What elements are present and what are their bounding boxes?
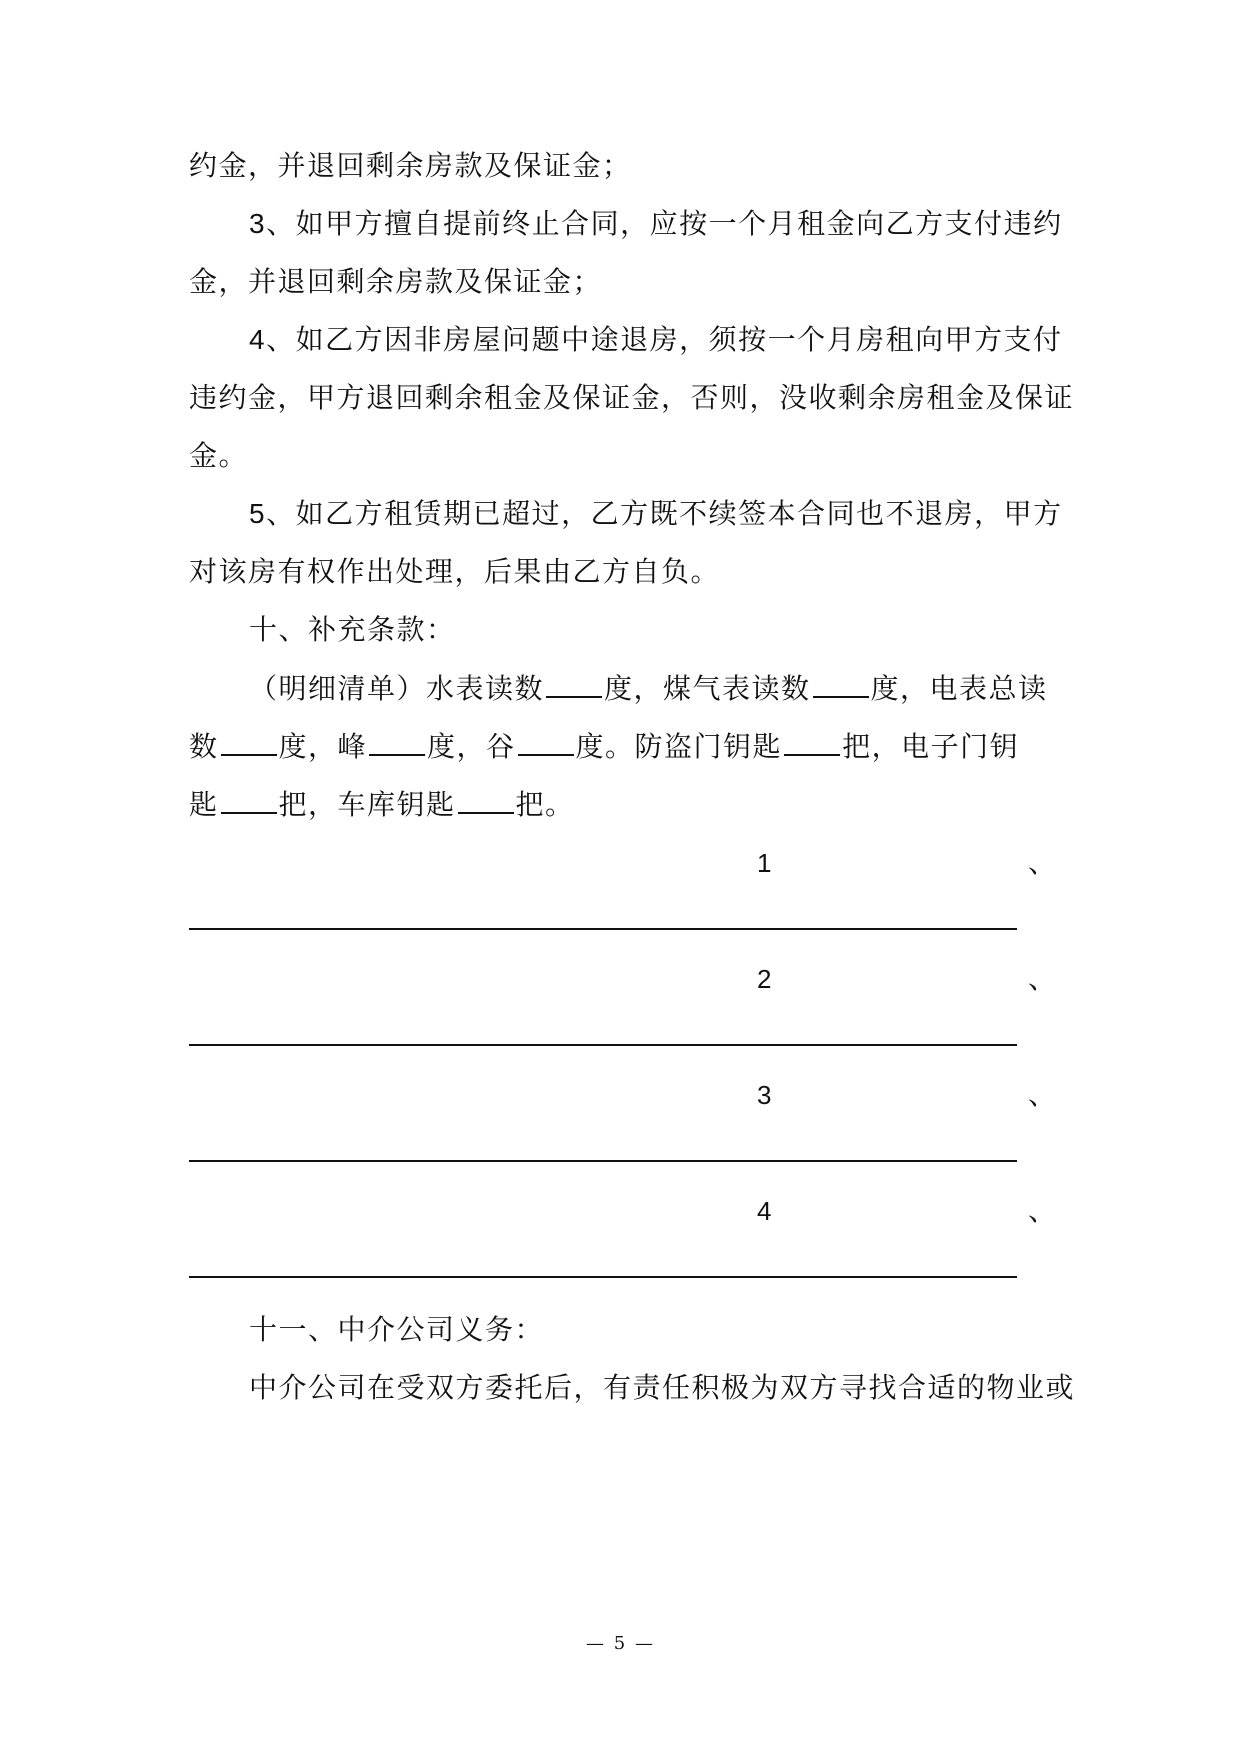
detail-list-line-2 bbox=[189, 728, 1059, 765]
item-number: 4 bbox=[757, 1196, 772, 1226]
text: 匙 bbox=[189, 788, 219, 821]
clause-4-line-1 bbox=[249, 322, 1119, 358]
clause-number: 5 bbox=[249, 498, 267, 529]
item-number: 2 bbox=[757, 964, 772, 994]
text: 度，峰 bbox=[278, 730, 368, 763]
item-separator: 、 bbox=[1028, 846, 1057, 879]
text: 、如乙方因非房屋问题中途退房，须按一个月房租向甲方支付 bbox=[266, 323, 1063, 356]
text: 金，并退回剩余房款及保证金； bbox=[189, 265, 603, 298]
text: 把。 bbox=[515, 788, 575, 821]
text: 度，谷 bbox=[427, 730, 516, 763]
text: 金。 bbox=[189, 439, 249, 472]
paragraph-line bbox=[189, 148, 1059, 184]
text: 数 bbox=[189, 730, 219, 763]
clause-3-line-1 bbox=[249, 206, 1119, 242]
clause-5-line-1 bbox=[249, 496, 1119, 532]
text: 把，电子门钥 bbox=[842, 730, 1020, 763]
page-number: — 5 — bbox=[586, 1633, 655, 1654]
fill-in-blank[interactable] bbox=[458, 786, 514, 814]
text: 中介公司在受双方委托后，有责任积极为双方寻找合适的物业或 bbox=[249, 1371, 1076, 1404]
item-separator: 、 bbox=[1028, 1194, 1057, 1227]
section-heading-11 bbox=[249, 1312, 1119, 1348]
fill-in-blank[interactable] bbox=[784, 728, 840, 756]
text: 把，车库钥匙 bbox=[278, 788, 456, 821]
fill-in-blank[interactable] bbox=[518, 728, 574, 756]
fill-in-blank[interactable] bbox=[221, 728, 277, 756]
clause-3-line-2 bbox=[189, 264, 1059, 300]
clause-4-line-3 bbox=[189, 438, 1059, 474]
item-fill-line[interactable] bbox=[189, 1160, 1017, 1162]
text: 约金，并退回剩余房款及保证金； bbox=[189, 149, 632, 182]
item-fill-line[interactable] bbox=[189, 928, 1017, 930]
text: （明细清单）水表读数 bbox=[249, 672, 545, 705]
detail-list-line-1 bbox=[249, 670, 1119, 707]
detail-list-line-3 bbox=[189, 786, 1059, 823]
section-heading-10 bbox=[249, 612, 1119, 648]
fill-in-blank[interactable] bbox=[369, 728, 425, 756]
item-number: 3 bbox=[757, 1080, 772, 1110]
text: 度。防盗门钥匙 bbox=[575, 730, 783, 763]
fill-in-blank[interactable] bbox=[221, 786, 277, 814]
item-fill-line[interactable] bbox=[189, 1044, 1017, 1046]
clause-4-line-2 bbox=[189, 380, 1075, 416]
fill-in-blank[interactable] bbox=[813, 670, 869, 698]
text: 十、补充条款： bbox=[249, 613, 456, 646]
clause-5-line-2 bbox=[189, 554, 1059, 590]
text: 度，煤气表读数 bbox=[604, 672, 811, 705]
item-fill-line[interactable] bbox=[189, 1276, 1017, 1278]
text: 十一、中介公司义务： bbox=[249, 1313, 545, 1346]
text: 对该房有权作出处理，后果由乙方自负。 bbox=[189, 555, 721, 588]
clause-number: 3 bbox=[249, 208, 267, 239]
text: 违约金，甲方退回剩余租金及保证金，否则，没收剩余房租金及保证 bbox=[189, 381, 1075, 414]
item-separator: 、 bbox=[1028, 1078, 1057, 1111]
text: 、如甲方擅自提前终止合同，应按一个月租金向乙方支付违约 bbox=[266, 207, 1063, 240]
fill-in-blank[interactable] bbox=[546, 670, 602, 698]
text: 、如乙方租赁期已超过，乙方既不续签本合同也不退房，甲方 bbox=[266, 497, 1063, 530]
clause-number: 4 bbox=[249, 324, 267, 355]
item-separator: 、 bbox=[1028, 962, 1057, 995]
paragraph-line bbox=[249, 1370, 1119, 1406]
item-number: 1 bbox=[757, 848, 772, 878]
text: 度，电表总读 bbox=[870, 672, 1048, 705]
